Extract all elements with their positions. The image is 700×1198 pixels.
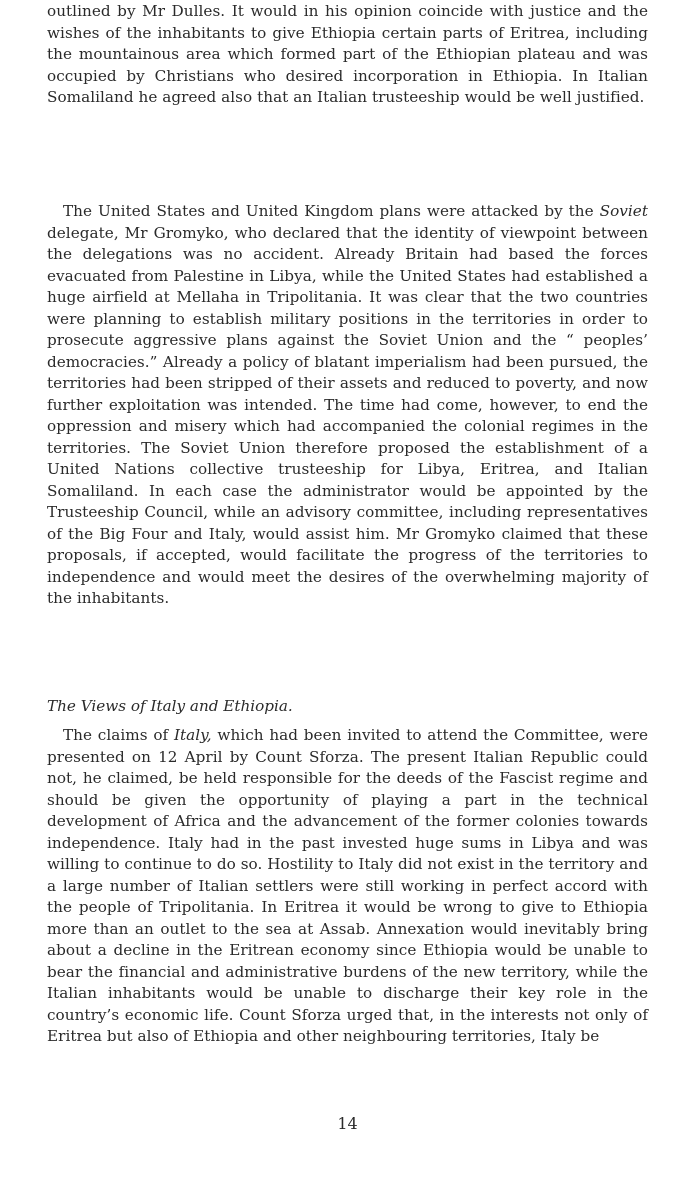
page-number: 14	[337, 1114, 358, 1133]
text-segment: The United States and United Kingdom plans were attacked by the	[63, 202, 600, 220]
document-page	[47, 0, 648, 1198]
paragraph-dulles-opinion	[47, 1, 648, 109]
text-segment: which had been invited to attend the Committee, were presented on 12 April by Count Sforza. The present Italian Republic could not, he claimed, be held responsible for the deeds of the Fascist regime and should be given the opportunity of playing a part in the technical development of Africa and the advancement of the former colonies towards independence. Italy had in the past invested huge sums in Libya and was willing to continue to do so. Hostility to Italy did not exist in the territory and a large number of Italian settlers were still working in perfect accord with the people of Tripolitania. In Eritrea it would be wrong to give to Ethiopia more than an outlet to the sea at Assab. Annexation would inevitably bring about a decline in the Eritrean economy since Ethiopia would be unable to bear the financial and administrative burdens of the new territory, while the Italian inhabitants would be unable to discharge their key role in the country’s economic life. Count Sforza urged that, in the interests not only of Eritrea but also of Ethiopia and other neighbouring territories, Italy be	[47, 726, 648, 1045]
text-segment: The claims of	[63, 726, 174, 744]
text-segment: outlined by Mr Dulles. It would in his opinion coincide with justice and the wishes of the inhabitants to give Ethiopia certain parts of Eritrea, including the mountainous area which formed part of the Ethiopian plateau and was occupied by Christians who desired incorporation in Ethiopia. In Italian Somaliland he agreed also that an Italian trusteeship would be well justified.	[47, 2, 648, 106]
text-segment-italic: Italy,	[173, 726, 212, 744]
section-heading: The Views of Italy and Ethiopia.	[47, 697, 293, 715]
paragraph-soviet-proposal	[47, 201, 648, 610]
text-segment-italic: Soviet	[599, 202, 648, 220]
text-segment: delegate, Mr Gromyko, who declared that the identity of viewpoint between the delegations was no accident. Already Britain had based the forces evacuated from Palestine in Libya, while the United States had established a huge airfield at Mellaha in Tripolitania. It was clear that the two countries were planning to establish military positions in the territories in order to prosecute aggressive plans against the Soviet Union and the “ peoples’ democracies.” Already a policy of blatant imperialism had been pursued, the territories had been stripped of their assets and reduced to poverty, and now further exploitation was intended. The time had come, however, to end the oppression and misery which had accompanied the colonial regimes in the territories. The Soviet Union therefore proposed the establishment of a United Nations collective trusteeship for Libya, Eritrea, and Italian Somaliland. In each case the administrator would be appointed by the Trusteeship Council, while an advisory committee, including representatives of the Big Four and Italy, would assist him. Mr Gromyko claimed that these proposals, if accepted, would facilitate the progress of the territories to independence and would meet the desires of the overwhelming majority of the inhabitants.	[47, 223, 648, 607]
paragraph-italy-claims	[47, 725, 648, 1048]
